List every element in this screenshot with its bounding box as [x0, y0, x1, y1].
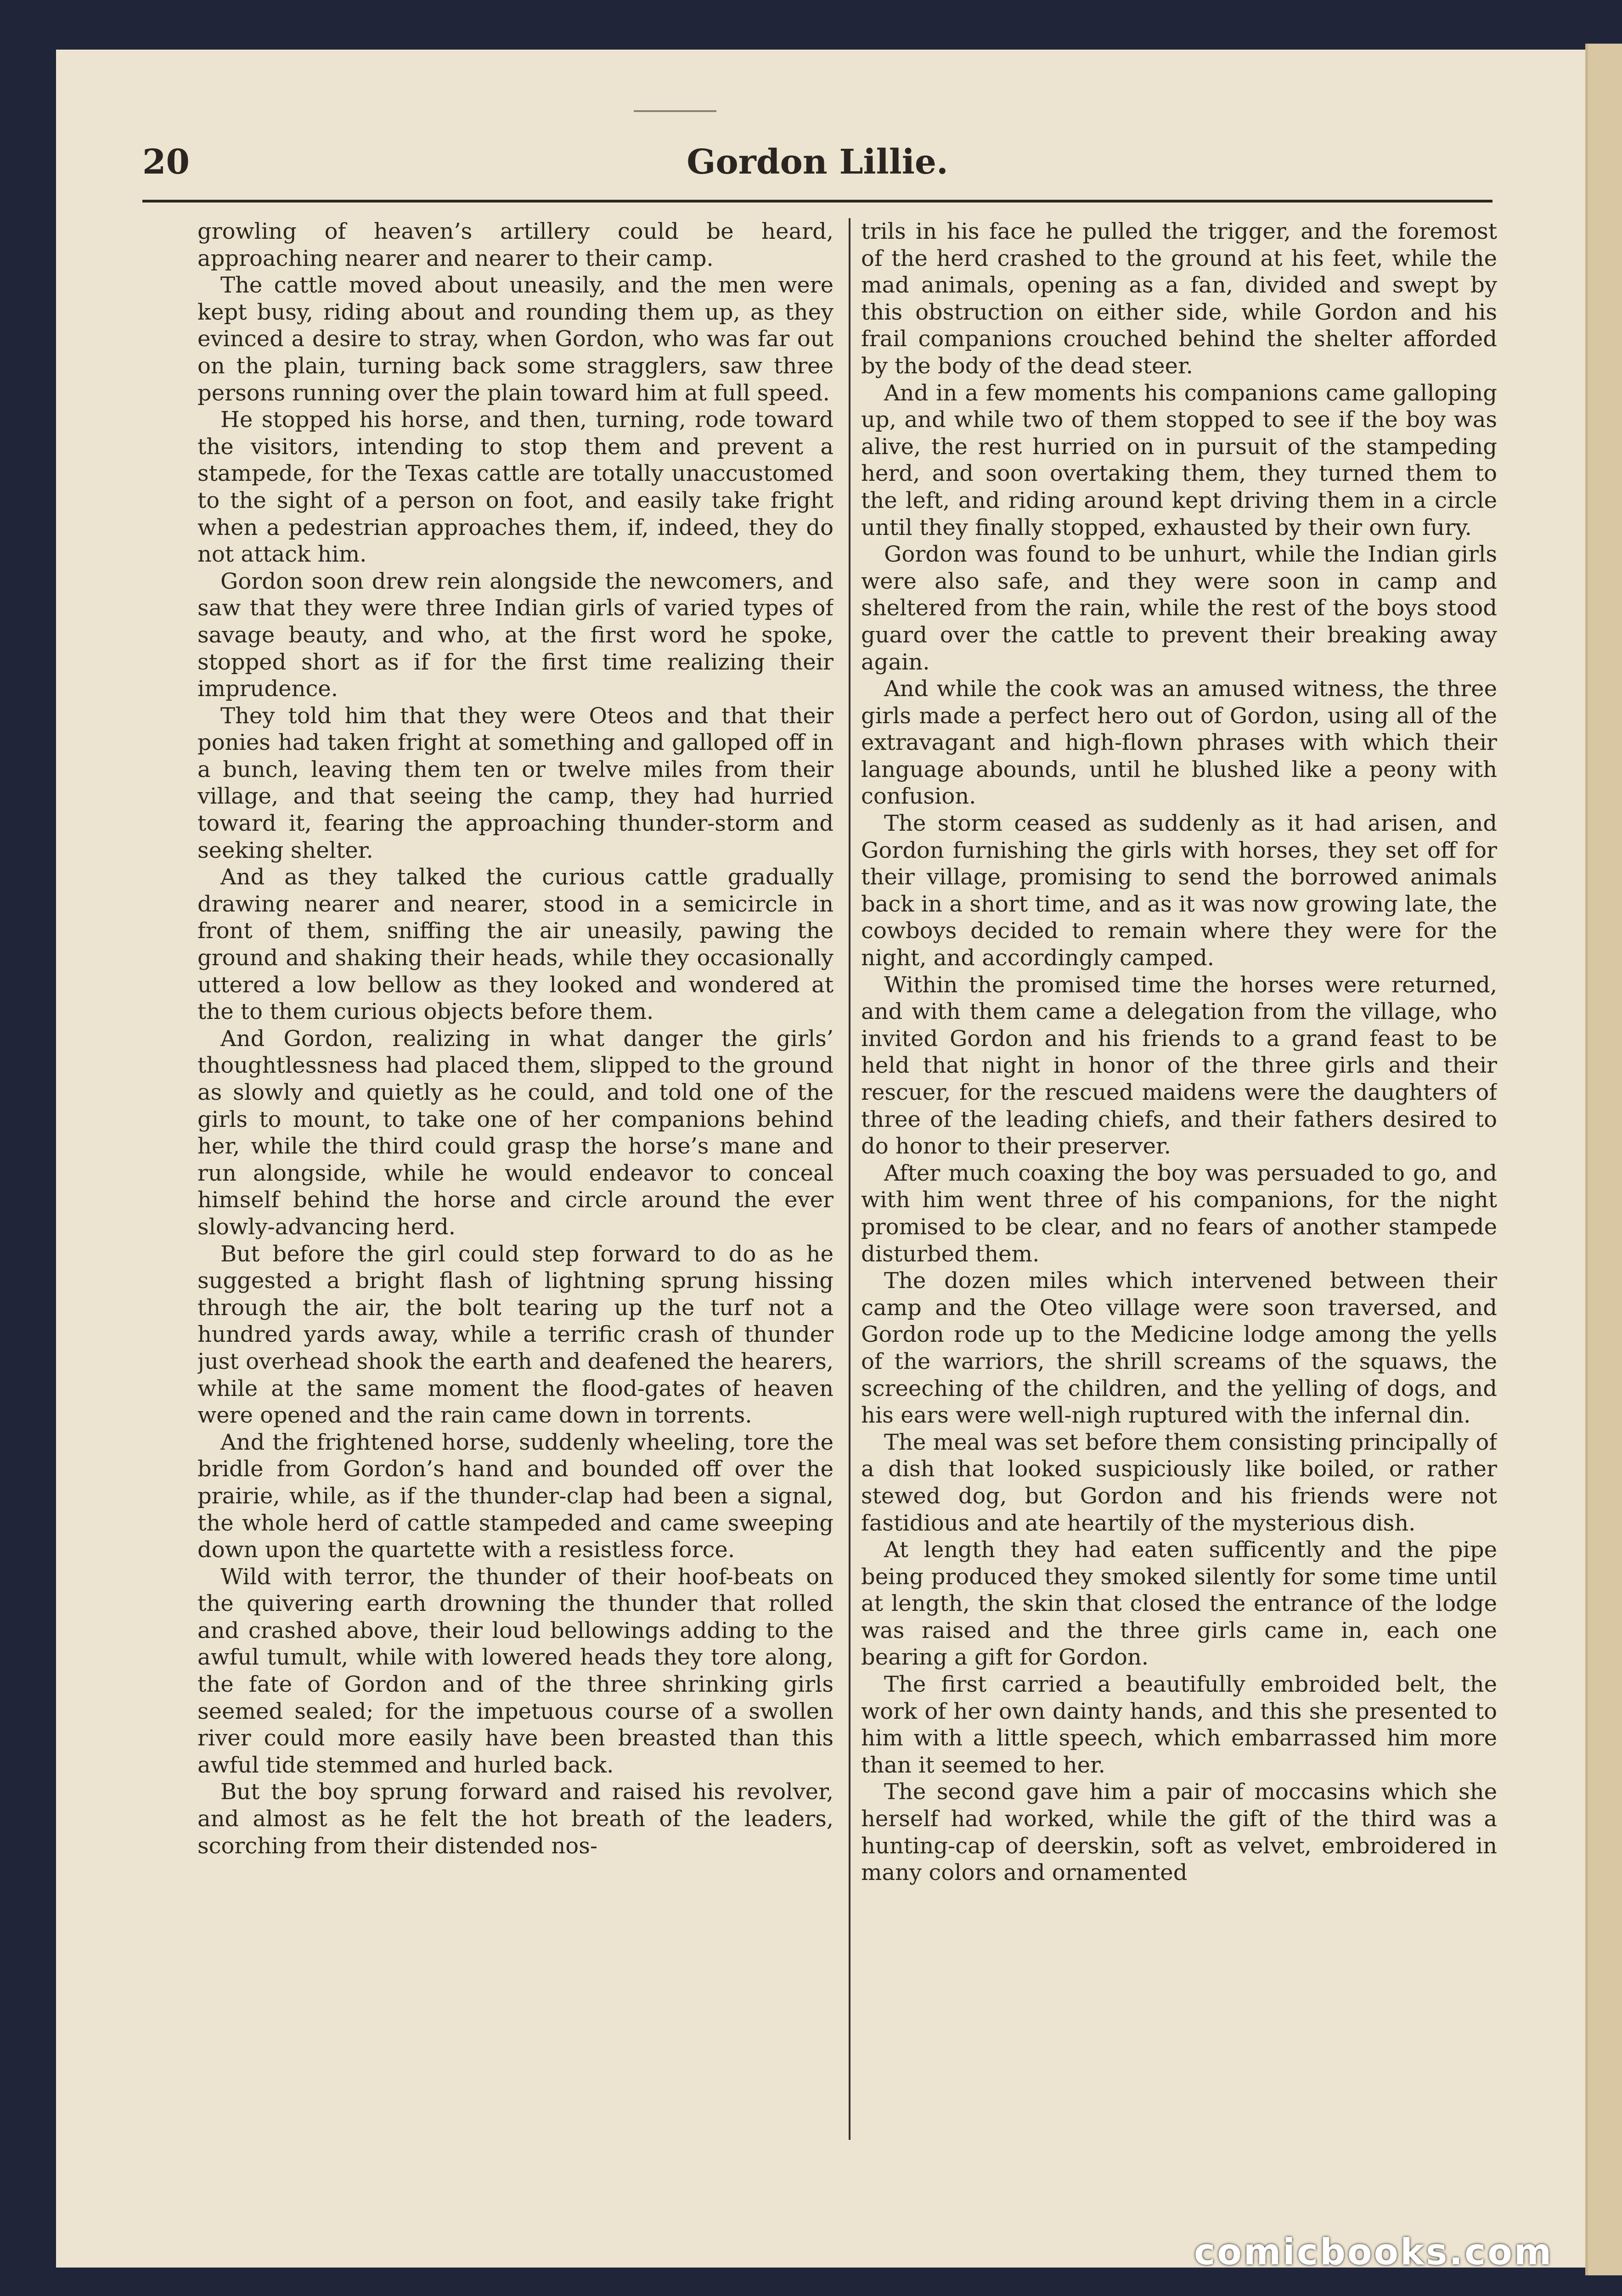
paragraph: And Gordon, realizing in what danger the girls’ thoughtlessness had placed them, slipped to the ground as slowly and quietly as he could, and told one of the girls to mount, to take one of her companions behind her, while the third could grasp the horse’s mane and run alongside, while he would endeavor to conceal himself behind the horse and circle around the ever slowly-advancing herd.: [197, 1025, 834, 1240]
paragraph: But before the girl could step forward to do as he suggested a bright flash of lightning sprung hissing through the air, the bolt tearing up the turf not a hundred yards away, while a terrific crash of thunder just overhead shook the earth and deafened the hearers, while at the same moment the flood-gates of heaven were opened and the rain came down in torrents.: [197, 1241, 834, 1429]
paragraph: The storm ceased as suddenly as it had arisen, and Gordon furnishing the girls with horses, they set off for their village, promising to send the borrowed animals back in a short time, and as it was now growing late, the cowboys decided to remain where they were for the night, and accordingly camped.: [861, 810, 1497, 971]
paragraph: They told him that they were Oteos and that their ponies had taken fright at something and galloped off in a bunch, leaving them ten or twelve miles from their village, and that seeing the camp, they had hurried toward it, fearing the approaching thunder-storm and seeking shelter.: [197, 703, 834, 863]
paragraph: And in a few moments his companions came galloping up, and while two of them stopped to see if the boy was alive, the rest hurried on in pursuit of the stampeding herd, and soon overtaking them, they turned them to the left, and riding around kept driving them in a circle until they finally stopped, exhausted by their own fury.: [861, 380, 1497, 540]
paragraph: But the boy sprung forward and raised his revolver, and almost as he felt the hot breath of the leaders, scorching from their distended nos-: [197, 1779, 834, 1859]
page-title: Gordon Lillie.: [687, 142, 948, 182]
text-columns: [197, 218, 1497, 2140]
header-ornament: [634, 110, 716, 112]
paragraph: And while the cook was an amused witness, the three girls made a perfect hero out of Gordon, using all of the extravagant and high-flown phrases with which their language abounds, until he blushed like a peony with confusion.: [861, 676, 1497, 810]
paragraph: The second gave him a pair of moccasins which she herself had worked, while the gift of the third was a hunting-cap of deerskin, soft as velvet, embroidered in many colors and ornamented: [861, 1779, 1497, 1886]
right-column: [861, 218, 1497, 2140]
paragraph: Gordon soon drew rein alongside the newcomers, and saw that they were three Indian girls of varied types of savage beauty, and who, at the first word he spoke, stopped short as if for the first time realizing their imprudence.: [197, 568, 834, 702]
adjacent-page-edge: [1585, 44, 1622, 2275]
left-column: [197, 218, 834, 2140]
header-rule: [142, 200, 1492, 203]
paragraph: trils in his face he pulled the trigger, and the foremost of the herd crashed to the ground at his feet, while the mad animals, opening as a fan, divided and swept by this obstruction on either side, while Gordon and his frail companions crouched behind the shelter afforded by the body of the dead steer.: [861, 219, 1497, 379]
paragraph: The cattle moved about uneasily, and the men were kept busy, riding about and rounding them up, as they evinced a desire to stray, when Gordon, who was far out on the plain, turning back some stragglers, saw three persons running over the plain toward him at full speed.: [197, 272, 834, 406]
page-header: [142, 96, 1492, 188]
paragraph: He stopped his horse, and then, turning, rode toward the visitors, intending to stop them and prevent a stampede, for the Texas cattle are totally unaccustomed to the sight of a person on foot, and easily take fright when a pedestrian approaches them, if, indeed, they do not attack him.: [197, 407, 834, 568]
paragraph: After much coaxing the boy was persuaded to go, and with him went three of his companions, for the night promised to be clear, and no fears of another stampede disturbed them.: [861, 1160, 1497, 1267]
page-number: 20: [142, 142, 190, 182]
site-watermark: comicbooks.com: [1194, 2232, 1554, 2273]
paragraph: growling of heaven’s artillery could be heard, approaching nearer and nearer to their camp.: [197, 219, 834, 271]
paragraph: The meal was set before them consisting principally of a dish that looked suspiciously like boiled, or rather stewed dog, but Gordon and his friends were not fastidious and ate heartily of the mysterious dish.: [861, 1429, 1497, 1536]
column-divider: [849, 218, 850, 2140]
paragraph: The dozen miles which intervened between their camp and the Oteo village were soon traversed, and Gordon rode up to the Medicine lodge among the yells of the warriors, the shrill screams of the squaws, the screeching of the children, and the yelling of dogs, and his ears were well-nigh ruptured with the infernal din.: [861, 1268, 1497, 1429]
paragraph: And the frightened horse, suddenly wheeling, tore the bridle from Gordon’s hand and bounded off over the prairie, while, as if the thunder-clap had been a signal, the whole herd of cattle stampeded and came sweeping down upon the quartette with a resistless force.: [197, 1429, 834, 1563]
paragraph: Wild with terror, the thunder of their hoof-beats on the quivering earth drowning the thunder that rolled and crashed above, their loud bellowings adding to the awful tumult, while with lowered heads they tore along, the fate of Gordon and of the three shrinking girls seemed sealed; for the impetuous course of a swollen river could more easily have been breasted than this awful tide stemmed and hurled back.: [197, 1564, 834, 1778]
paragraph: At length they had eaten sufficently and the pipe being produced they smoked silently for some time until at length, the skin that closed the entrance of the lodge was raised and the three girls came in, each one bearing a gift for Gordon.: [861, 1537, 1497, 1671]
paragraph: Within the promised time the horses were returned, and with them came a delegation from the village, who invited Gordon and his friends to a grand feast to be held that night in honor of the three girls and their rescuer, for the rescued maidens were the daughters of three of the leading chiefs, and their fathers desired to do honor to their preserver.: [861, 972, 1497, 1159]
paragraph: Gordon was found to be unhurt, while the Indian girls were also safe, and they were soon in camp and sheltered from the rain, while the rest of the boys stood guard over the cattle to prevent their breaking away again.: [861, 541, 1497, 675]
paragraph: And as they talked the curious cattle gradually drawing nearer and nearer, stood in a semicircle in front of them, sniffing the air uneasily, pawing the ground and shaking their heads, while they occasionally uttered a low bellow as they looked and wondered at the to them curious objects before them.: [197, 864, 834, 1025]
paragraph: The first carried a beautifully embroided belt, the work of her own dainty hands, and this she presented to him with a little speech, which embarrassed him more than it seemed to her.: [861, 1671, 1497, 1778]
